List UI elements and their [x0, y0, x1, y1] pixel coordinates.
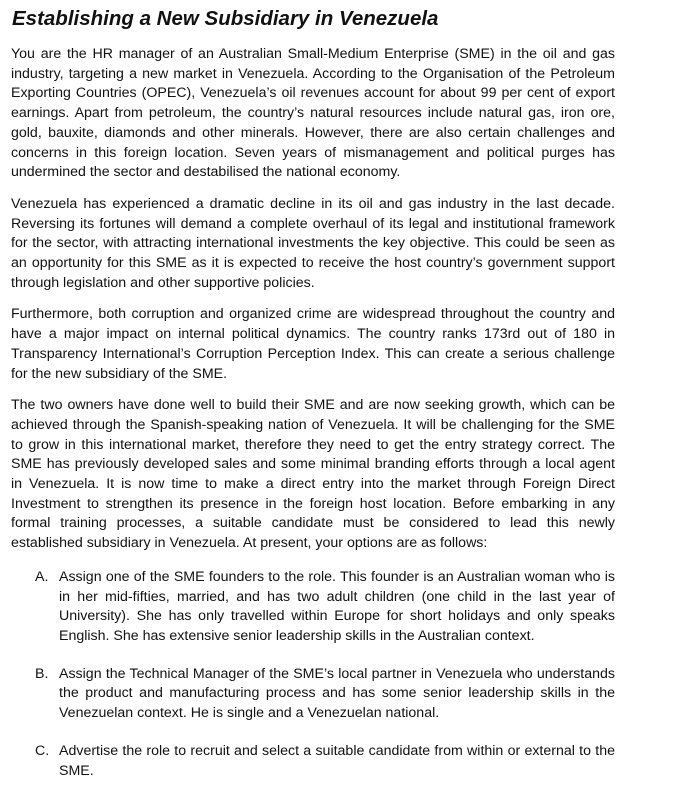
option-item-b [11, 665, 615, 724]
options-list [11, 568, 675, 781]
paragraph-growth: The two owners have done well to build their SME and are now seeking growth, which can be achieved through the Spanish-speaking nation of Venezuela. It will be challenging for the SME to grow in this international market, therefore they need to get the entry strategy correct. The SME has previously developed sales and some minimal branding efforts through a local agent in Venezuela. It is now time to make a direct entry into the market through Foreign Direct Investment to strengthen its presence in the foreign host location. Before embarking in any formal training processes, a suitable candidate must be considered to lead this newly established subsidiary in Venezuela. At present, your options are as follows: [11, 397, 615, 552]
option-marker: B. [35, 665, 49, 682]
option-marker: C. [35, 742, 50, 759]
option-text: Assign one of the SME founders to the role. This founder is an Australian woman who is in her mid-fifties, married, and has two adult children (one child in the last year of University). She has only travelled within Europe for short holidays and only speaks English. She has extensive senior leadership skills in the Australian context. [59, 568, 615, 644]
option-text: Advertise the role to recruit and select a suitable candidate from within or external to the SME. [59, 742, 615, 779]
paragraph-decline: Venezuela has experienced a dramatic decline in its oil and gas industry in the last decade. Reversing its fortunes will demand a complete overhaul of its legal and institutional framework for the sector, with attracting international investments the key objective. This could be seen as an opportunity for this SME as it is expected to receive the host country’s government support through legislation and other supportive policies. [11, 195, 615, 291]
paragraph-intro: You are the HR manager of an Australian Small-Medium Enterprise (SME) in the oil and gas industry, targeting a new market in Venezuela. According to the Organisation of the Petroleum Exporting Countries (OPEC), Venezuela’s oil revenues account for about 99 per cent of export earnings. Apart from petroleum, the country’s natural resources include natural gas, iron ore, gold, bauxite, diamonds and other minerals. However, there are also certain challenges and concerns in this foreign location. Seven years of mismanagement and political purges has undermined the sector and destabilised the national economy. [11, 46, 615, 181]
option-text: Assign the Technical Manager of the SME’s local partner in Venezuela who understands the product and manufacturing process and has some senior leadership skills in the Venezuelan context. He is single and a Venezuelan national. [59, 665, 615, 722]
option-item-c [11, 742, 615, 781]
paragraph-corruption: Furthermore, both corruption and organized crime are widespread throughout the country and have a major impact on internal political dynamics. The country ranks 173rd out of 180 in Transparency International’s Corruption Perception Index. This can create a serious challenge for the new subsidiary of the SME. [11, 306, 615, 382]
option-item-a [11, 568, 615, 647]
document-title: Establishing a New Subsidiary in Venezuela [12, 7, 439, 30]
option-marker: A. [35, 568, 49, 585]
